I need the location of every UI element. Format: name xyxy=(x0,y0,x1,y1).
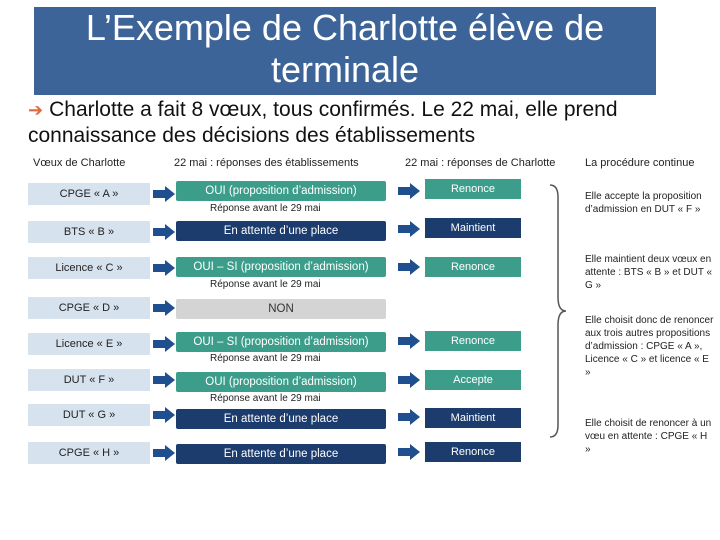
header-responses: 22 mai : réponses des établissements xyxy=(174,157,359,169)
right-arrow-icon xyxy=(398,444,420,460)
wish-licence-c: Licence « C » xyxy=(28,257,150,279)
header-charlotte: 22 mai : réponses de Charlotte xyxy=(405,157,556,169)
response-cpge-d: NON xyxy=(176,299,386,319)
procedure-note-renounce-wait: Elle choisit de renoncer à un vœu en attente : CPGE « H » xyxy=(585,418,712,455)
procedure-note-renounce-offers: Elle choisit donc de renoncer aux trois autres propositions d’admission : CPGE « A », Licence « C » et licence « E » xyxy=(585,315,714,378)
wish-dut-g: DUT « G » xyxy=(28,404,150,426)
right-arrow-icon xyxy=(398,221,420,237)
response-deadline: Réponse avant le 29 mai xyxy=(210,393,321,404)
wish-cpge-d: CPGE « D » xyxy=(28,297,150,319)
wish-cpge-h: CPGE « H » xyxy=(28,442,150,464)
response-dut-g: En attente d’une place xyxy=(176,409,386,429)
wish-bts-b: BTS « B » xyxy=(28,221,150,243)
charlotte-response-bts-b: Maintient xyxy=(425,218,521,238)
response-licence-c: OUI – SI (proposition d’admission) xyxy=(176,257,386,277)
response-cpge-a: OUI (proposition d’admission) xyxy=(176,181,386,201)
right-arrow-icon xyxy=(398,259,420,275)
right-arrow-icon xyxy=(153,372,175,388)
procedure-note-maintain: Elle maintient deux vœux en attente : BTS « B » et DUT « G » xyxy=(585,254,713,291)
right-arrow-icon xyxy=(153,336,175,352)
right-arrow-icon xyxy=(398,409,420,425)
right-arrow-icon xyxy=(398,333,420,349)
title-line-2: terminale xyxy=(270,49,420,90)
title-line-1: L’Exemple de Charlotte élève de xyxy=(85,7,605,48)
right-arrow-icon xyxy=(153,445,175,461)
charlotte-response-dut-f: Accepte xyxy=(425,370,521,390)
right-arrow-icon xyxy=(398,372,420,388)
right-arrow-icon xyxy=(153,300,175,316)
slide-title xyxy=(34,7,656,95)
right-arrow-icon xyxy=(153,186,175,202)
charlotte-response-licence-e: Renonce xyxy=(425,331,521,351)
response-deadline: Réponse avant le 29 mai xyxy=(210,353,321,364)
header-wishes: Vœux de Charlotte xyxy=(33,157,126,169)
right-arrow-icon xyxy=(153,260,175,276)
response-cpge-h: En attente d’une place xyxy=(176,444,386,464)
wish-licence-e: Licence « E » xyxy=(28,333,150,355)
response-dut-f: OUI (proposition d’admission) xyxy=(176,372,386,392)
charlotte-response-cpge-h: Renonce xyxy=(425,442,521,462)
procedure-note-accept: Elle accepte la proposition d’admission en DUT « F » xyxy=(585,191,702,215)
right-arrow-icon xyxy=(153,407,175,423)
response-bts-b: En attente d’une place xyxy=(176,221,386,241)
response-licence-e: OUI – SI (proposition d’admission) xyxy=(176,332,386,352)
wish-dut-f: DUT « F » xyxy=(28,369,150,391)
charlotte-response-dut-g: Maintient xyxy=(425,408,521,428)
header-procedure: La procédure continue xyxy=(585,157,695,169)
right-arrow-icon xyxy=(398,183,420,199)
wish-cpge-a: CPGE « A » xyxy=(28,183,150,205)
right-arrow-icon xyxy=(153,224,175,240)
charlotte-response-cpge-a: Renonce xyxy=(425,179,521,199)
response-deadline: Réponse avant le 29 mai xyxy=(210,203,321,214)
intro-sentence: Charlotte a fait 8 vœux, tous confirmés. Le 22 mai, elle prend connaissance des décisions des établissements xyxy=(28,98,618,147)
charlotte-response-licence-c: Renonce xyxy=(425,257,521,277)
response-deadline: Réponse avant le 29 mai xyxy=(210,279,321,290)
curly-brace-icon xyxy=(548,183,568,439)
intro-text xyxy=(28,97,708,149)
arrow-bullet-icon: ➔ xyxy=(28,100,44,120)
